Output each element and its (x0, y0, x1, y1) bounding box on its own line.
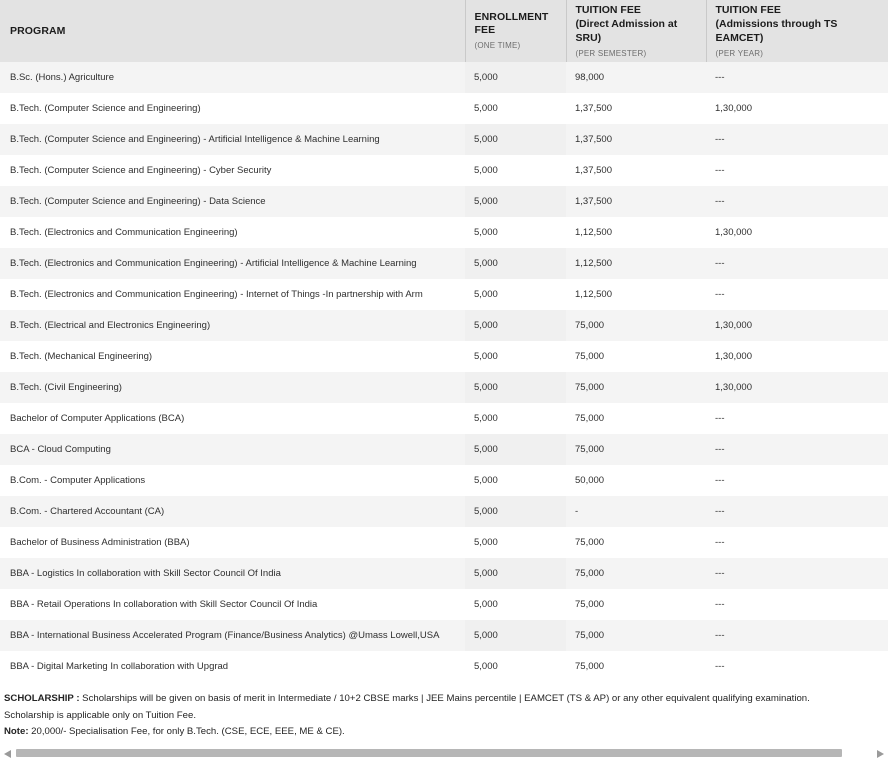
cell-enrollment-fee: 5,000 (465, 372, 566, 403)
cell-enrollment-fee: 5,000 (474, 351, 498, 362)
cell-tuition-direct: 1,37,500 (566, 186, 706, 217)
cell-program: BBA - International Business Accelerated Program (Finance/Business Analytics) @Umass Lowell,USA (10, 630, 440, 641)
cell-tuition-eamcet: --- (706, 62, 888, 93)
cell-tuition-direct: 75,000 (575, 661, 605, 672)
cell-tuition-direct: 75,000 (566, 620, 706, 651)
cell-program: B.Tech. (Mechanical Engineering) (10, 351, 153, 362)
cell-program: B.Tech. (Electrical and Electronics Engineering) (10, 320, 211, 331)
cell-enrollment-fee: 5,000 (474, 289, 498, 300)
cell-program: B.Com. - Chartered Accountant (CA) (10, 506, 165, 517)
table-row (0, 496, 888, 527)
cell-tuition-direct: 75,000 (566, 434, 706, 465)
column-header-program-label: PROGRAM (10, 24, 66, 37)
table-row (0, 434, 888, 465)
cell-tuition-eamcet: 1,30,000 (706, 310, 888, 341)
table-body (0, 62, 888, 682)
cell-enrollment-fee: 5,000 (474, 227, 498, 238)
cell-tuition-eamcet: --- (715, 165, 725, 176)
cell-tuition-eamcet: --- (706, 496, 888, 527)
cell-tuition-direct: 1,12,500 (575, 227, 612, 238)
table-row (0, 248, 888, 279)
table-row (0, 62, 888, 93)
column-header-tuition-eamcet[interactable] (706, 0, 888, 62)
table-row (0, 93, 888, 124)
table-row (0, 558, 888, 589)
column-header-enrollment-fee-label: ENROLLMENT FEE (474, 10, 549, 36)
cell-program: B.Tech. (Electronics and Communication Engineering) - Artificial Intelligence & Machine Learning (10, 258, 417, 269)
cell-enrollment-fee: 5,000 (474, 103, 498, 114)
cell-tuition-direct: 1,12,500 (575, 289, 612, 300)
column-header-enrollment-fee-sublabel: (ONE TIME) (474, 40, 521, 50)
cell-tuition-direct: 1,37,500 (575, 165, 612, 176)
cell-program: BBA - Digital Marketing In collaboration with Upgrad (10, 661, 229, 672)
column-header-tuition-direct[interactable] (566, 0, 706, 62)
table-row (0, 310, 888, 341)
cell-enrollment-fee: 5,000 (474, 537, 498, 548)
cell-program: BBA - Retail Operations In collaboration with Skill Sector Council Of India (10, 599, 318, 610)
cell-tuition-direct: - (566, 496, 706, 527)
table-row (0, 465, 888, 496)
table-row (0, 403, 888, 434)
table-row (0, 589, 888, 620)
cell-program: B.Tech. (Computer Science and Engineering) - Data Science (10, 196, 266, 207)
cell-program: B.Sc. (Hons.) Agriculture (10, 72, 115, 83)
column-header-tuition-eamcet-line1: TUITION FEE (715, 3, 781, 16)
cell-enrollment-fee: 5,000 (474, 165, 498, 176)
footnote-scholarship-label: SCHOLARSHIP : (4, 693, 80, 704)
scrollbar-track[interactable] (16, 749, 872, 757)
cell-program: B.Tech. (Computer Science and Engineering) - Cyber Security (10, 165, 272, 176)
cell-tuition-eamcet: --- (706, 434, 888, 465)
column-header-tuition-direct-line1: TUITION FEE (575, 3, 641, 16)
cell-program: B.Tech. (Electronics and Communication Engineering) - Internet of Things -In partnership with Arm (10, 289, 423, 300)
cell-enrollment-fee: 5,000 (465, 496, 566, 527)
cell-enrollment-fee: 5,000 (465, 124, 566, 155)
table-row (0, 124, 888, 155)
table-row (0, 186, 888, 217)
cell-tuition-direct: 75,000 (575, 351, 605, 362)
cell-tuition-eamcet: --- (706, 186, 888, 217)
cell-tuition-eamcet: --- (706, 620, 888, 651)
scrollbar-thumb[interactable] (16, 749, 842, 757)
cell-enrollment-fee: 5,000 (474, 413, 498, 424)
column-header-enrollment-fee[interactable] (465, 0, 566, 62)
cell-program: B.Tech. (Computer Science and Engineering) - Artificial Intelligence & Machine Learning (10, 134, 380, 145)
column-header-tuition-direct-sublabel: (PER SEMESTER) (575, 48, 647, 58)
cell-program: B.Tech. (Civil Engineering) (10, 382, 122, 393)
footnote-note (4, 724, 882, 740)
cell-tuition-eamcet: 1,30,000 (715, 103, 752, 114)
cell-enrollment-fee: 5,000 (465, 620, 566, 651)
cell-program: B.Tech. (Computer Science and Engineering) (10, 103, 201, 114)
table-row (0, 155, 888, 186)
cell-tuition-direct: 75,000 (566, 558, 706, 589)
column-header-program[interactable] (0, 0, 465, 62)
cell-program: Bachelor of Business Administration (BBA) (10, 537, 190, 548)
scroll-right-arrow-icon[interactable] (872, 746, 888, 760)
cell-tuition-eamcet: 1,30,000 (715, 351, 752, 362)
cell-tuition-direct: 50,000 (575, 475, 605, 486)
cell-tuition-eamcet: --- (715, 413, 725, 424)
horizontal-scrollbar[interactable] (0, 746, 888, 760)
footnote-note-text: 20,000/- Specialisation Fee, for only B.Tech. (CSE, ECE, EEE, ME & CE). (28, 726, 345, 737)
cell-enrollment-fee: 5,000 (465, 186, 566, 217)
cell-program: BBA - Logistics In collaboration with Skill Sector Council Of India (10, 568, 281, 579)
cell-program: B.Com. - Computer Applications (10, 475, 146, 486)
cell-enrollment-fee: 5,000 (465, 248, 566, 279)
column-header-tuition-eamcet-line2: (Admissions through TS EAMCET) (715, 17, 838, 44)
cell-tuition-eamcet: --- (715, 537, 725, 548)
cell-program: B.Tech. (Electronics and Communication Engineering) (10, 227, 238, 238)
scroll-left-arrow-icon[interactable] (0, 746, 16, 760)
table-row (0, 372, 888, 403)
cell-tuition-eamcet: --- (715, 475, 725, 486)
cell-tuition-eamcet: 1,30,000 (706, 372, 888, 403)
cell-tuition-eamcet: --- (706, 248, 888, 279)
column-header-tuition-direct-line2: (Direct Admission at SRU) (575, 17, 678, 44)
footnote-note-label: Note: (4, 726, 29, 737)
cell-tuition-eamcet: 1,30,000 (715, 227, 752, 238)
cell-enrollment-fee: 5,000 (474, 661, 498, 672)
table-row (0, 341, 888, 372)
cell-tuition-direct: 1,37,500 (575, 103, 612, 114)
cell-program: BCA - Cloud Computing (10, 444, 111, 455)
cell-tuition-direct: 98,000 (566, 62, 706, 93)
table-row (0, 620, 888, 651)
table-row (0, 527, 888, 558)
cell-enrollment-fee: 5,000 (465, 558, 566, 589)
table-row (0, 217, 888, 248)
table-header-row (0, 0, 888, 62)
cell-program: Bachelor of Computer Applications (BCA) (10, 413, 185, 424)
table-row (0, 651, 888, 682)
cell-tuition-direct: 75,000 (566, 310, 706, 341)
footnote-scholarship-text: Scholarships will be given on basis of merit in Intermediate / 10+2 CBSE marks | JEE Mains percentile | EAMCET (TS & AP) or any other equivalent qualifying examination. (79, 693, 810, 704)
cell-tuition-eamcet: --- (706, 124, 888, 155)
table-footnotes (0, 682, 888, 740)
cell-tuition-eamcet: --- (706, 558, 888, 589)
cell-tuition-direct: 1,37,500 (566, 124, 706, 155)
table-header (0, 0, 888, 62)
cell-tuition-direct: 1,12,500 (566, 248, 706, 279)
cell-tuition-direct: 75,000 (575, 537, 605, 548)
cell-enrollment-fee: 5,000 (465, 434, 566, 465)
cell-enrollment-fee: 5,000 (465, 62, 566, 93)
cell-tuition-direct: 75,000 (575, 413, 605, 424)
cell-enrollment-fee: 5,000 (474, 475, 498, 486)
table-row (0, 279, 888, 310)
column-header-tuition-eamcet-sublabel: (PER YEAR) (715, 48, 764, 58)
footnote-applicable: Scholarship is applicable only on Tuition Fee. (4, 709, 196, 721)
cell-tuition-direct: 75,000 (575, 599, 605, 610)
cell-enrollment-fee: 5,000 (465, 310, 566, 341)
footnote-scholarship (4, 691, 882, 707)
cell-tuition-eamcet: --- (715, 599, 725, 610)
cell-tuition-eamcet: --- (715, 661, 725, 672)
cell-tuition-direct: 75,000 (566, 372, 706, 403)
cell-tuition-eamcet: --- (715, 289, 725, 300)
cell-enrollment-fee: 5,000 (474, 599, 498, 610)
